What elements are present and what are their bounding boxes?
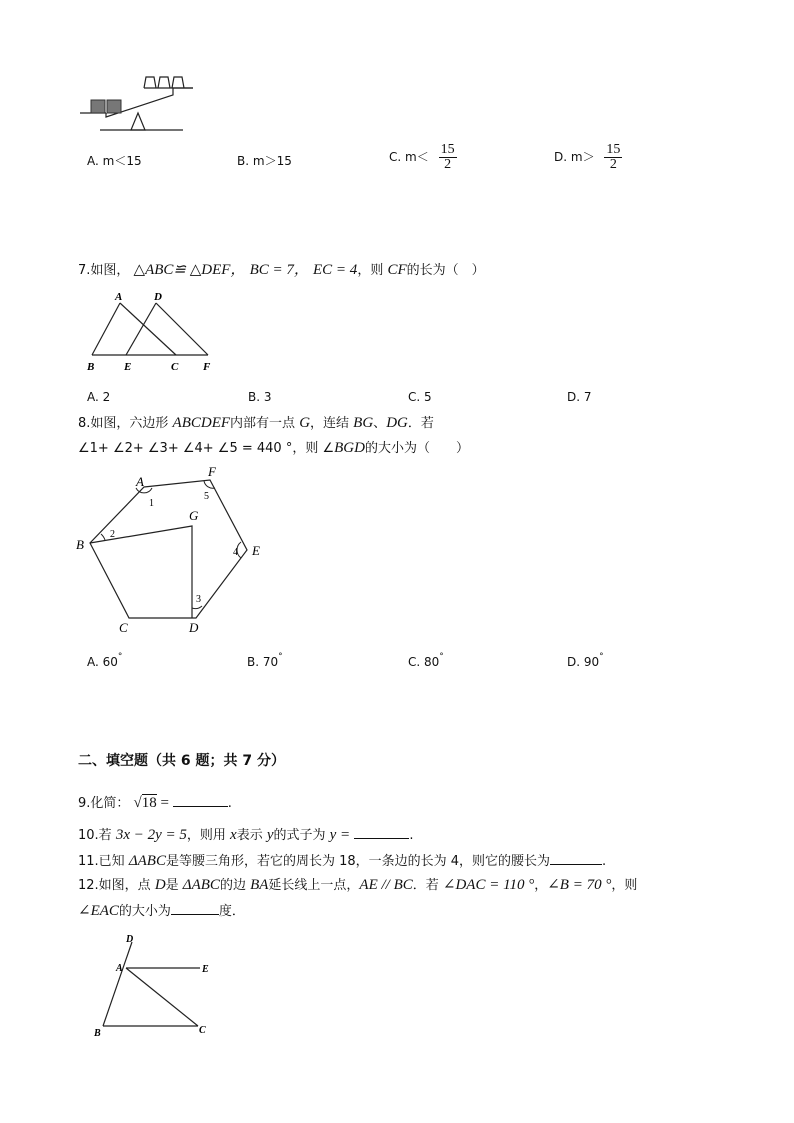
congruent-triangles-figure xyxy=(84,288,219,376)
period: . xyxy=(227,796,232,811)
q12-text: 是 xyxy=(165,878,183,893)
option-text: m＜ xyxy=(405,150,429,164)
fraction xyxy=(439,143,457,172)
q8-text: ．若 xyxy=(407,416,434,431)
q12-d: D xyxy=(154,877,166,893)
q7-mid: ，则 xyxy=(357,263,388,278)
label-f: F xyxy=(208,464,216,479)
hexagon-figure xyxy=(72,462,272,637)
q8-angle-sum: ∠1+ ∠2+ ∠3+ ∠4+ ∠5 = 440 °，则 ∠ xyxy=(78,441,335,456)
angle-number: 1 xyxy=(149,498,154,509)
angle-number: 5 xyxy=(204,491,209,502)
q12-text: 延长线上一点， xyxy=(268,878,360,893)
q10-y-equals: y = xyxy=(329,827,351,843)
fraction xyxy=(604,143,622,172)
label-d: D xyxy=(154,291,162,303)
fraction-denominator: 2 xyxy=(609,157,617,172)
fraction-numerator: 15 xyxy=(440,142,455,157)
radicand: 18 xyxy=(141,795,157,811)
label-c: C xyxy=(199,1025,206,1036)
label-b: B xyxy=(87,361,95,373)
q8-text: ，连结 xyxy=(310,416,354,431)
q10-y: y xyxy=(266,827,274,843)
q7-cf: CF xyxy=(387,262,407,278)
label-a: A xyxy=(136,474,144,489)
option-c[interactable] xyxy=(408,652,444,669)
q8-hexagon: ABCDEF xyxy=(172,415,231,431)
q12-parallel: AE // BC xyxy=(359,877,413,893)
q8-text: 内部有一点 xyxy=(230,416,300,431)
option-b[interactable] xyxy=(247,652,283,669)
q8-text: 、 xyxy=(373,416,387,431)
q12-text: ， xyxy=(534,878,548,893)
option-c[interactable]: C. 5 xyxy=(408,390,432,404)
question-8-line-1 xyxy=(78,412,434,432)
q9-prefix: 9.化简： xyxy=(78,796,130,811)
q11-text: 是等腰三角形，若它的周长为 18，一条边的长为 4，则它的腰长为 xyxy=(165,854,551,869)
segment xyxy=(103,942,132,1026)
label-c: C xyxy=(171,361,179,373)
angle-number: 2 xyxy=(110,529,115,540)
degree-sign: ° xyxy=(278,652,283,662)
label-d: D xyxy=(189,620,199,635)
answer-blank[interactable] xyxy=(171,914,219,915)
answer-blank[interactable] xyxy=(550,864,602,865)
option-text: m＞ xyxy=(570,150,595,164)
option-d[interactable]: D. 7 xyxy=(567,390,592,404)
equals: = xyxy=(156,795,173,811)
option-b[interactable]: B. 3 xyxy=(248,390,272,404)
q7-bc: BC = 7， xyxy=(249,262,309,278)
segment xyxy=(156,303,208,355)
segment xyxy=(126,303,156,355)
q12-angle-dac: ∠DAC = 110 ° xyxy=(442,877,535,893)
label-b: B xyxy=(76,537,84,552)
option-text: A. 60 xyxy=(87,655,118,669)
hexagon-outline xyxy=(90,480,247,618)
option-letter: B. xyxy=(237,154,250,168)
degree-sign: ° xyxy=(117,652,123,662)
option-c[interactable] xyxy=(389,143,457,172)
option-text: D. 90 xyxy=(567,655,600,669)
question-11 xyxy=(78,850,606,870)
q12-ba: BA xyxy=(250,877,269,893)
fraction-numerator: 15 xyxy=(606,142,621,157)
period: . xyxy=(602,854,607,869)
q12-text: ．若 xyxy=(412,878,443,893)
degree-sign: ° xyxy=(599,652,604,662)
q12-triangle: ΔABC xyxy=(182,877,220,893)
q8-text: 的大小为（ ） xyxy=(364,441,469,456)
q12-text: 的边 xyxy=(219,878,251,893)
section-heading: 二、填空题（共 6 题；共 7 分） xyxy=(78,753,285,769)
answer-blank[interactable] xyxy=(354,838,409,839)
q12-text: ，则 xyxy=(611,878,638,893)
option-a[interactable] xyxy=(87,652,122,669)
segment xyxy=(126,968,198,1026)
q12-angle-b: ∠B = 70 ° xyxy=(547,877,612,893)
option-text: B. 70 xyxy=(247,655,279,669)
option-letter: C. xyxy=(389,150,402,164)
option-text: m＜15 xyxy=(102,154,142,168)
option-letter: A. xyxy=(87,154,99,168)
q8-text: 8.如图，六边形 xyxy=(78,416,173,431)
q10-text: 表示 xyxy=(236,828,267,843)
angle-number: 3 xyxy=(196,594,201,605)
question-12-line-1 xyxy=(78,874,637,894)
q12-angle-eac: ∠EAC xyxy=(78,903,119,919)
option-text: m＞15 xyxy=(252,154,292,168)
q7-ec: EC = 4 xyxy=(313,262,358,278)
angle-arc xyxy=(101,534,105,540)
question-9 xyxy=(78,792,232,812)
label-a: A xyxy=(116,963,123,974)
fraction-denominator: 2 xyxy=(444,157,452,172)
sqrt-symbol: √ xyxy=(133,795,142,811)
question-7-stem xyxy=(78,258,485,279)
q12-text: 度． xyxy=(218,904,245,919)
parallel-lines-figure xyxy=(88,930,218,1040)
q10-equation: 3x − 2y = 5 xyxy=(115,827,187,843)
angle-arc xyxy=(192,606,202,609)
q7-prefix: 7.如图， xyxy=(78,263,130,278)
option-letter: D. xyxy=(554,150,568,164)
q7-congruence: △ABC≌ △DEF， xyxy=(133,262,246,278)
segment xyxy=(92,303,120,355)
period: . xyxy=(409,828,414,843)
q12-text: 的大小为 xyxy=(118,904,171,919)
q10-x: x xyxy=(230,827,237,843)
angle-number: 4 xyxy=(233,547,238,558)
option-a[interactable] xyxy=(87,152,142,169)
question-10 xyxy=(78,824,413,844)
q10-text: ，则用 xyxy=(186,828,231,843)
q8-bgd: BGD xyxy=(334,440,365,456)
segment xyxy=(120,303,176,355)
label-e: E xyxy=(252,543,260,558)
q7-suffix: 的长为（ ） xyxy=(406,263,485,278)
label-b: B xyxy=(94,1028,101,1039)
label-g: G xyxy=(189,508,199,523)
balance-figure xyxy=(78,70,198,135)
q12-text: 12.如图，点 xyxy=(78,878,155,893)
q10-text: 的式子为 xyxy=(273,828,330,843)
q11-text: 11.已知 xyxy=(78,854,129,869)
label-f: F xyxy=(203,361,211,373)
label-c: C xyxy=(119,620,128,635)
option-text: C. 80 xyxy=(408,655,440,669)
question-12-line-2 xyxy=(78,900,245,920)
option-a[interactable]: A. 2 xyxy=(87,390,111,404)
label-e: E xyxy=(202,964,209,975)
q10-text: 10.若 xyxy=(78,828,116,843)
label-d: D xyxy=(126,934,134,945)
q8-dg: DG xyxy=(386,415,408,431)
question-8-line-2 xyxy=(78,437,469,457)
q8-point-g: G xyxy=(299,415,311,431)
degree-sign: ° xyxy=(439,652,444,662)
option-d[interactable] xyxy=(567,652,604,669)
q8-bg: BG xyxy=(353,415,374,431)
answer-blank[interactable] xyxy=(173,806,228,807)
option-d[interactable] xyxy=(554,143,622,172)
label-a: A xyxy=(115,291,123,303)
option-b[interactable] xyxy=(237,152,292,169)
label-e: E xyxy=(124,361,132,373)
q11-triangle: ΔABC xyxy=(128,853,166,869)
